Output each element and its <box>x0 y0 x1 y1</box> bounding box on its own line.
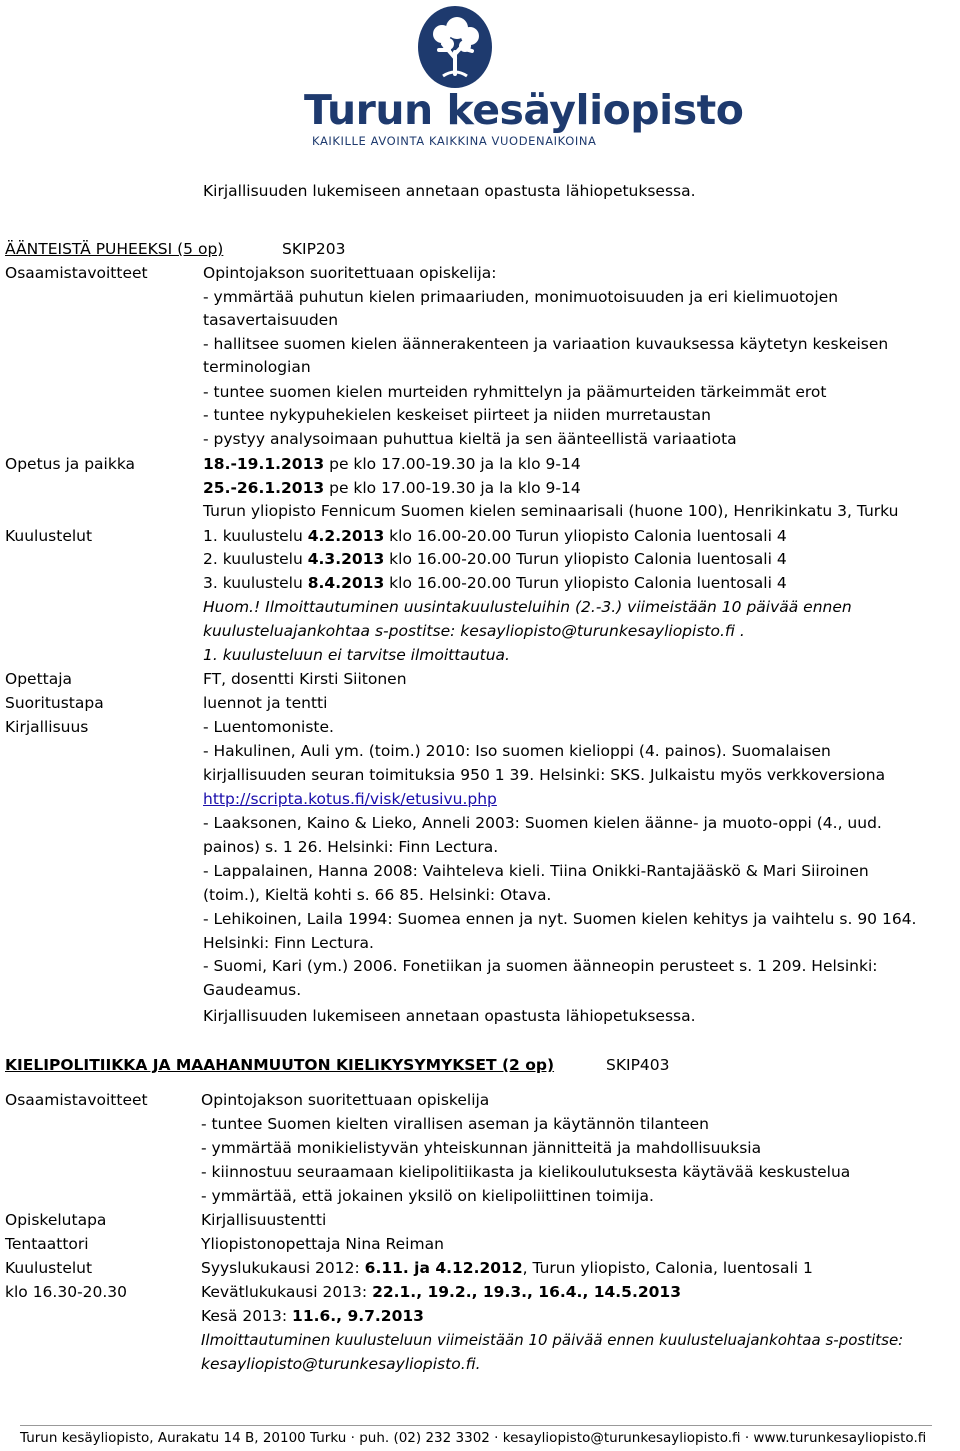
course1-teaching-place: Turun yliopisto Fennicum Suomen kielen seminaarisali (huone 100), Henrikinkatu 3, Turku <box>203 502 899 520</box>
logo-tree-icon <box>415 4 495 90</box>
course1-exams-label: Kuulustelut <box>5 527 93 545</box>
course1-goals-label: Osaamistavoitteet <box>5 264 148 282</box>
course2-exams-time: klo 16.30-20.30 <box>5 1283 128 1301</box>
course1-note: Huom.! Ilmoittautuminen uusintakuulusteluihin (2.-3.) viimeistään 10 päivää ennen <box>203 598 852 616</box>
literature-line: - Suomi, Kari (ym.) 2006. Fonetiikan ja suomen äänneopin perusteet s. 1 209. Helsinki: <box>203 957 878 975</box>
course1-exam-row: 3. kuulustelu 8.4.2013 klo 16.00-20.00 Turun yliopisto Calonia luentosali 4 <box>203 574 787 592</box>
literature-line: - Lehikoinen, Laila 1994: Suomea ennen ja nyt. Suomen kielen kehitys ja vaihtelu s. 90 164. <box>203 910 917 928</box>
course2-note: kesayliopisto@turunkesayliopisto.fi. <box>201 1355 481 1373</box>
course1-goals-intro: Opintojakson suoritettuaan opiskelija: <box>203 264 497 282</box>
literature-line: - Luentomoniste. <box>203 718 334 736</box>
course1-note: kuulusteluajankohtaa s-postitse: kesayliopisto@turunkesayliopisto.fi . <box>203 622 745 640</box>
course1-exam-row: 2. kuulustelu 4.3.2013 klo 16.00-20.00 Turun yliopisto Calonia luentosali 4 <box>203 550 787 568</box>
course1-teaching-row <box>203 477 581 499</box>
logo-tagline: KAIKILLE AVOINTA KAIKKINA VUODENAIKOINA <box>312 134 597 148</box>
course2-goal-line: - kiinnostuu seuraamaan kielipolitiikasta ja kielikoulutuksesta käytävää keskustelua <box>201 1163 851 1181</box>
course1-goal-line: - pystyy analysoimaan puhuttua kieltä ja sen äänteellistä variaatiota <box>203 430 737 448</box>
course1-goal-line: - tuntee suomen kielen murteiden ryhmittelyn ja päämurteiden tärkeimmät erot <box>203 383 827 401</box>
course1-teaching-label: Opetus ja paikka <box>5 455 136 473</box>
course1-goal-line: terminologian <box>203 358 311 376</box>
course2-examiner-label: Tentaattori <box>5 1235 89 1253</box>
course2-goals-label: Osaamistavoitteet <box>5 1091 148 1109</box>
logo-title: Turun kesäyliopisto <box>304 86 744 134</box>
course2-goals-intro: Opintojakson suoritettuaan opiskelija <box>201 1091 490 1109</box>
teaching-time: pe klo 17.00-19.30 ja la klo 9-14 <box>324 455 581 473</box>
course2-goal-line: - tuntee Suomen kielten virallisen aseman ja käytännön tilanteen <box>201 1115 709 1133</box>
course2-code: SKIP403 <box>606 1056 670 1074</box>
course1-teaching-row <box>203 453 581 475</box>
course1-goal-line: - hallitsee suomen kielen äännerakenteen ja variaation kuvauksessa käytetyn keskeisen <box>203 335 889 353</box>
course1-goal-line: - ymmärtää puhutun kielen primaariuden, monimuotoisuuden ja eri kielimuotojen <box>203 288 839 306</box>
course2-examiner: Yliopistonopettaja Nina Reiman <box>201 1235 444 1253</box>
course2-goal-line: - ymmärtää, että jokainen yksilö on kielipoliittinen toimija. <box>201 1187 654 1205</box>
literature-link[interactable]: http://scripta.kotus.fi/visk/etusivu.php <box>203 790 497 808</box>
course2-title: KIELIPOLITIIKKA JA MAAHANMUUTON KIELIKYSYMYKSET (2 op) <box>5 1056 555 1074</box>
course1-literature-label: Kirjallisuus <box>5 718 89 736</box>
course2-exams-label: Kuulustelut <box>5 1259 93 1277</box>
literature-line: - Hakulinen, Auli ym. (toim.) 2010: Iso suomen kielioppi (4. painos). Suomalaisen <box>203 742 831 760</box>
course1-code: SKIP203 <box>282 240 346 258</box>
literature-line: (toim.), Kieltä kohti s. 66 85. Helsinki: Otava. <box>203 886 552 904</box>
course1-method-label: Suoritustapa <box>5 694 104 712</box>
course2-study-label: Opiskelutapa <box>5 1211 107 1229</box>
literature-line: - Lappalainen, Hanna 2008: Vaihteleva kieli. Tiina Onikki-Rantajääskö & Mari Siiroinen <box>203 862 869 880</box>
course1-method: luennot ja tentti <box>203 694 328 712</box>
course2-exam-spring: Kevätlukukausi 2013: 22.1., 19.2., 19.3., 16.4., 14.5.2013 <box>201 1283 681 1301</box>
course1-teacher-label: Opettaja <box>5 670 73 688</box>
top-note: Kirjallisuuden lukemiseen annetaan opastusta lähiopetuksessa. <box>203 182 696 200</box>
course1-exam-row: 1. kuulustelu 4.2.2013 klo 16.00-20.00 Turun yliopisto Calonia luentosali 4 <box>203 527 787 545</box>
course1-goal-line: - tuntee nykypuhekielen keskeiset piirteet ja niiden murretaustan <box>203 406 712 424</box>
course1-teacher: FT, dosentti Kirsti Siitonen <box>203 670 407 688</box>
footer-contact: Turun kesäyliopisto, Aurakatu 14 B, 20100 Turku · puh. (02) 232 3302 · kesayliopisto@turunkesayliopisto.fi · www.turunkesayliopisto.fi <box>20 1430 927 1446</box>
course1-goal-line: tasavertaisuuden <box>203 311 339 329</box>
literature-line: painos) s. 1 26. Helsinki: Finn Lectura. <box>203 838 499 856</box>
literature-line: - Laaksonen, Kaino & Lieko, Anneli 2003: Suomen kielen äänne- ja muoto-oppi (4., uud. <box>203 814 882 832</box>
teaching-time: pe klo 17.00-19.30 ja la klo 9-14 <box>324 479 581 497</box>
course2-note: Ilmoittautuminen kuulusteluun viimeistään 10 päivää ennen kuulusteluajankohtaa s-postitse: <box>201 1331 904 1349</box>
teaching-date: 25.-26.1.2013 <box>203 479 325 497</box>
literature-line: kirjallisuuden seuran toimituksia 950 1 39. Helsinki: SKS. Julkaistu myös verkkoversiona <box>203 766 886 784</box>
course2-exam-summer: Kesä 2013: 11.6., 9.7.2013 <box>201 1307 424 1325</box>
course2-study: Kirjallisuustentti <box>201 1211 327 1229</box>
footer-divider <box>20 1425 932 1426</box>
course1-title: ÄÄNTEISTÄ PUHEEKSI (5 op) <box>5 240 224 258</box>
teaching-date: 18.-19.1.2013 <box>203 455 325 473</box>
course2-exam-autumn: Syyslukukausi 2012: 6.11. ja 4.12.2012, Turun yliopisto, Calonia, luentosali 1 <box>201 1259 813 1277</box>
literature-note: Kirjallisuuden lukemiseen annetaan opastusta lähiopetuksessa. <box>203 1007 696 1025</box>
literature-line: Helsinki: Finn Lectura. <box>203 934 374 952</box>
literature-line: Gaudeamus. <box>203 981 302 999</box>
literature-link-line <box>203 788 497 810</box>
course1-note: 1. kuulusteluun ei tarvitse ilmoittautua. <box>203 646 510 664</box>
course2-goal-line: - ymmärtää monikielistyvän yhteiskunnan jännitteitä ja mahdollisuuksia <box>201 1139 762 1157</box>
